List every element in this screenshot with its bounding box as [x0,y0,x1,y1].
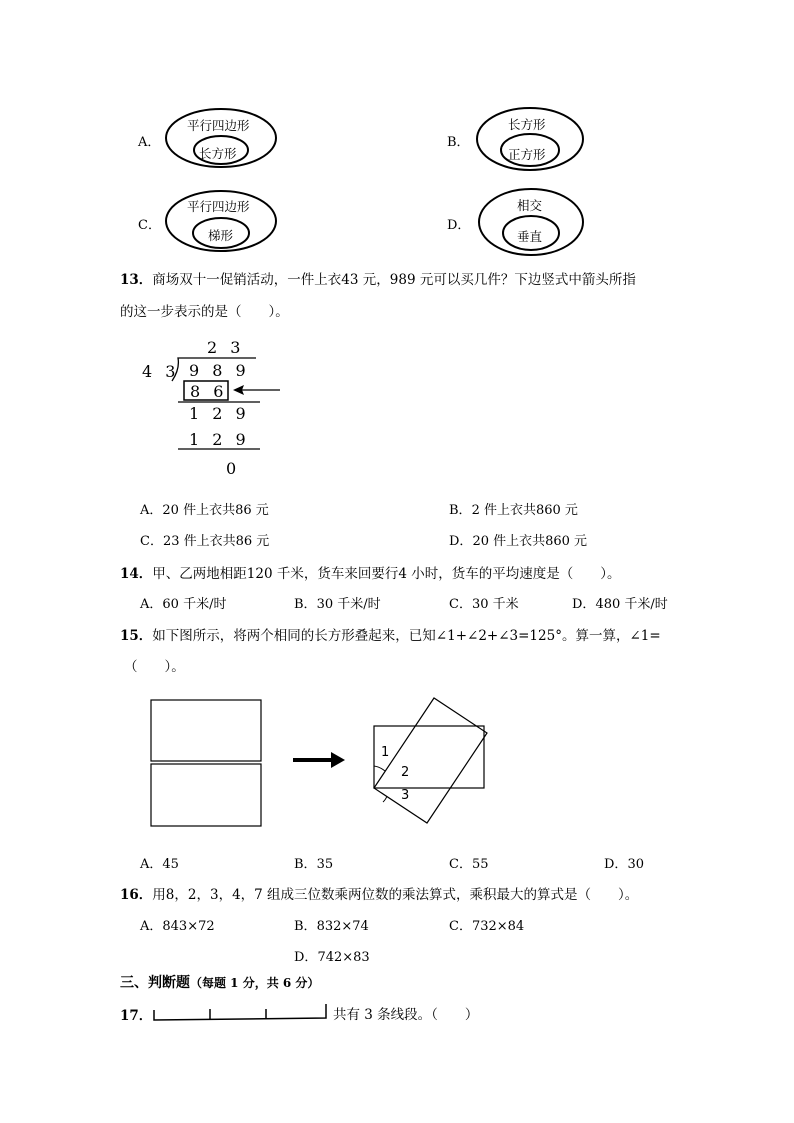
q15-a-letter: A． [140,857,163,872]
q13-d-text: 20 件上衣共860 元 [472,534,588,549]
q14-d-letter: D． [572,597,596,612]
q12-option-c-letter: C． [138,218,161,233]
q16-d-letter: D． [294,950,318,965]
q14-a-text: 60 千米/时 [162,597,227,612]
q12-d-outer-label: 相交 [517,198,543,213]
q15-a-text: 45 [162,857,179,872]
q14-b-text: 30 千米/时 [316,597,381,612]
q15-d-letter: D． [604,857,628,872]
q15-d-text: 30 [627,857,644,872]
q17-number [120,1004,152,1024]
q14-c-text: 30 千米 [471,597,519,612]
q14-a-letter: A． [140,597,163,612]
q17-text: 共有 3 条线段。（ ） [333,1007,479,1023]
division-dividend: 9 8 9 [189,361,250,380]
q13-c-text: 23 件上衣共86 元 [162,534,270,549]
q13-stem-line2: 的这一步表示的是（ ）。 [120,304,289,320]
q12-c-outer-label: 平行四边形 [187,199,250,214]
q13-d-letter: D． [449,534,473,549]
q16-option-c [449,915,524,934]
q13-option-d [449,530,587,549]
division-step2: 1 2 9 [189,430,250,449]
q13-option-c [140,530,269,549]
q16-c-text: 732×84 [471,919,525,934]
section-3-heading [120,972,319,992]
q14-d-text: 480 千米/时 [595,597,668,612]
arrow-left-icon [232,383,282,397]
q16-b-text: 832×74 [316,919,369,934]
q15-option-a [140,853,179,872]
q14-stem [120,562,621,582]
q15-option-d [604,853,644,872]
q13-b-letter: B． [449,503,472,518]
q14-option-d [572,593,668,612]
q12-a-outer-label: 平行四边形 [187,118,250,133]
q12-b-outer-label: 长方形 [508,117,546,132]
angle-label-1: 1 [381,745,390,760]
q16-stem [120,883,638,903]
q15-figure [145,692,495,832]
division-quotient: 2 3 [207,338,245,357]
q16-a-letter: A． [140,919,163,934]
q14-option-a [140,593,226,612]
q15-text: 如下图所示，将两个相同的长方形叠起来，已知∠1+∠2+∠3=125°。算一算，∠1= [152,628,661,644]
q15-stem-line1 [120,624,661,644]
q15-c-letter: C． [449,857,472,872]
q15-b-letter: B． [294,857,317,872]
q16-number: 16． [120,887,153,903]
q16-c-letter: C． [449,919,472,934]
q13-text: 商场双十一促销活动，一件上衣43 元，989 元可以买几件？下边竖式中箭头所指 [152,272,636,288]
q15-number: 15． [120,628,153,644]
q15-option-c [449,853,489,872]
q14-option-c [449,593,519,612]
section-3-title: 三、判断题 [120,975,190,991]
section-3-note: （每题 1 分，共 6 分） [190,976,320,990]
q16-b-letter: B． [294,919,317,934]
q12-option-d-letter: D． [447,218,471,233]
division-step1: 8 6 [190,382,228,401]
q12-d-inner-label: 垂直 [517,229,543,244]
q13-option-a [140,499,269,518]
q16-option-d [294,946,370,965]
q12-b-inner-label: 正方形 [508,147,546,162]
division-divisor: 4 3 [142,362,180,381]
q14-option-b [294,593,381,612]
q16-d-text: 742×83 [317,950,370,965]
division-remainder1: 1 2 9 [189,404,250,423]
q14-number: 14． [120,566,153,582]
q16-option-b [294,915,369,934]
angle-label-2: 2 [401,765,410,780]
q13-stem-line1 [120,268,636,288]
q12-option-b-letter: B． [447,135,470,150]
division-final: 0 [226,459,241,478]
q13-b-text: 2 件上衣共860 元 [471,503,578,518]
q15-c-text: 55 [471,857,489,872]
q16-option-a [140,915,215,934]
q15-stem-line2: （ ）。 [124,659,185,675]
q15-b-text: 35 [316,857,334,872]
q16-a-text: 843×72 [162,919,215,934]
q14-c-letter: C． [449,597,472,612]
q15-option-b [294,853,333,872]
q13-c-letter: C． [140,534,163,549]
q14-text: 甲、乙两地相距120 千米，货车来回要行4 小时，货车的平均速度是（ ）。 [152,566,621,582]
q13-a-letter: A． [140,503,163,518]
q14-b-letter: B． [294,597,317,612]
q17-segment-figure [150,1000,330,1024]
q12-option-a-letter: A． [138,135,161,150]
q13-option-b [449,499,578,518]
q12-a-inner-label: 长方形 [199,146,237,161]
q13-a-text: 20 件上衣共86 元 [162,503,269,518]
q17-number-text: 17． [120,1008,153,1024]
q12-c-inner-label: 梯形 [208,228,234,243]
angle-label-3: 3 [401,788,410,803]
q16-text: 用8，2，3，4，7 组成三位数乘两位数的乘法算式，乘积最大的算式是（ ）。 [152,887,639,903]
q13-number: 13． [120,272,153,288]
